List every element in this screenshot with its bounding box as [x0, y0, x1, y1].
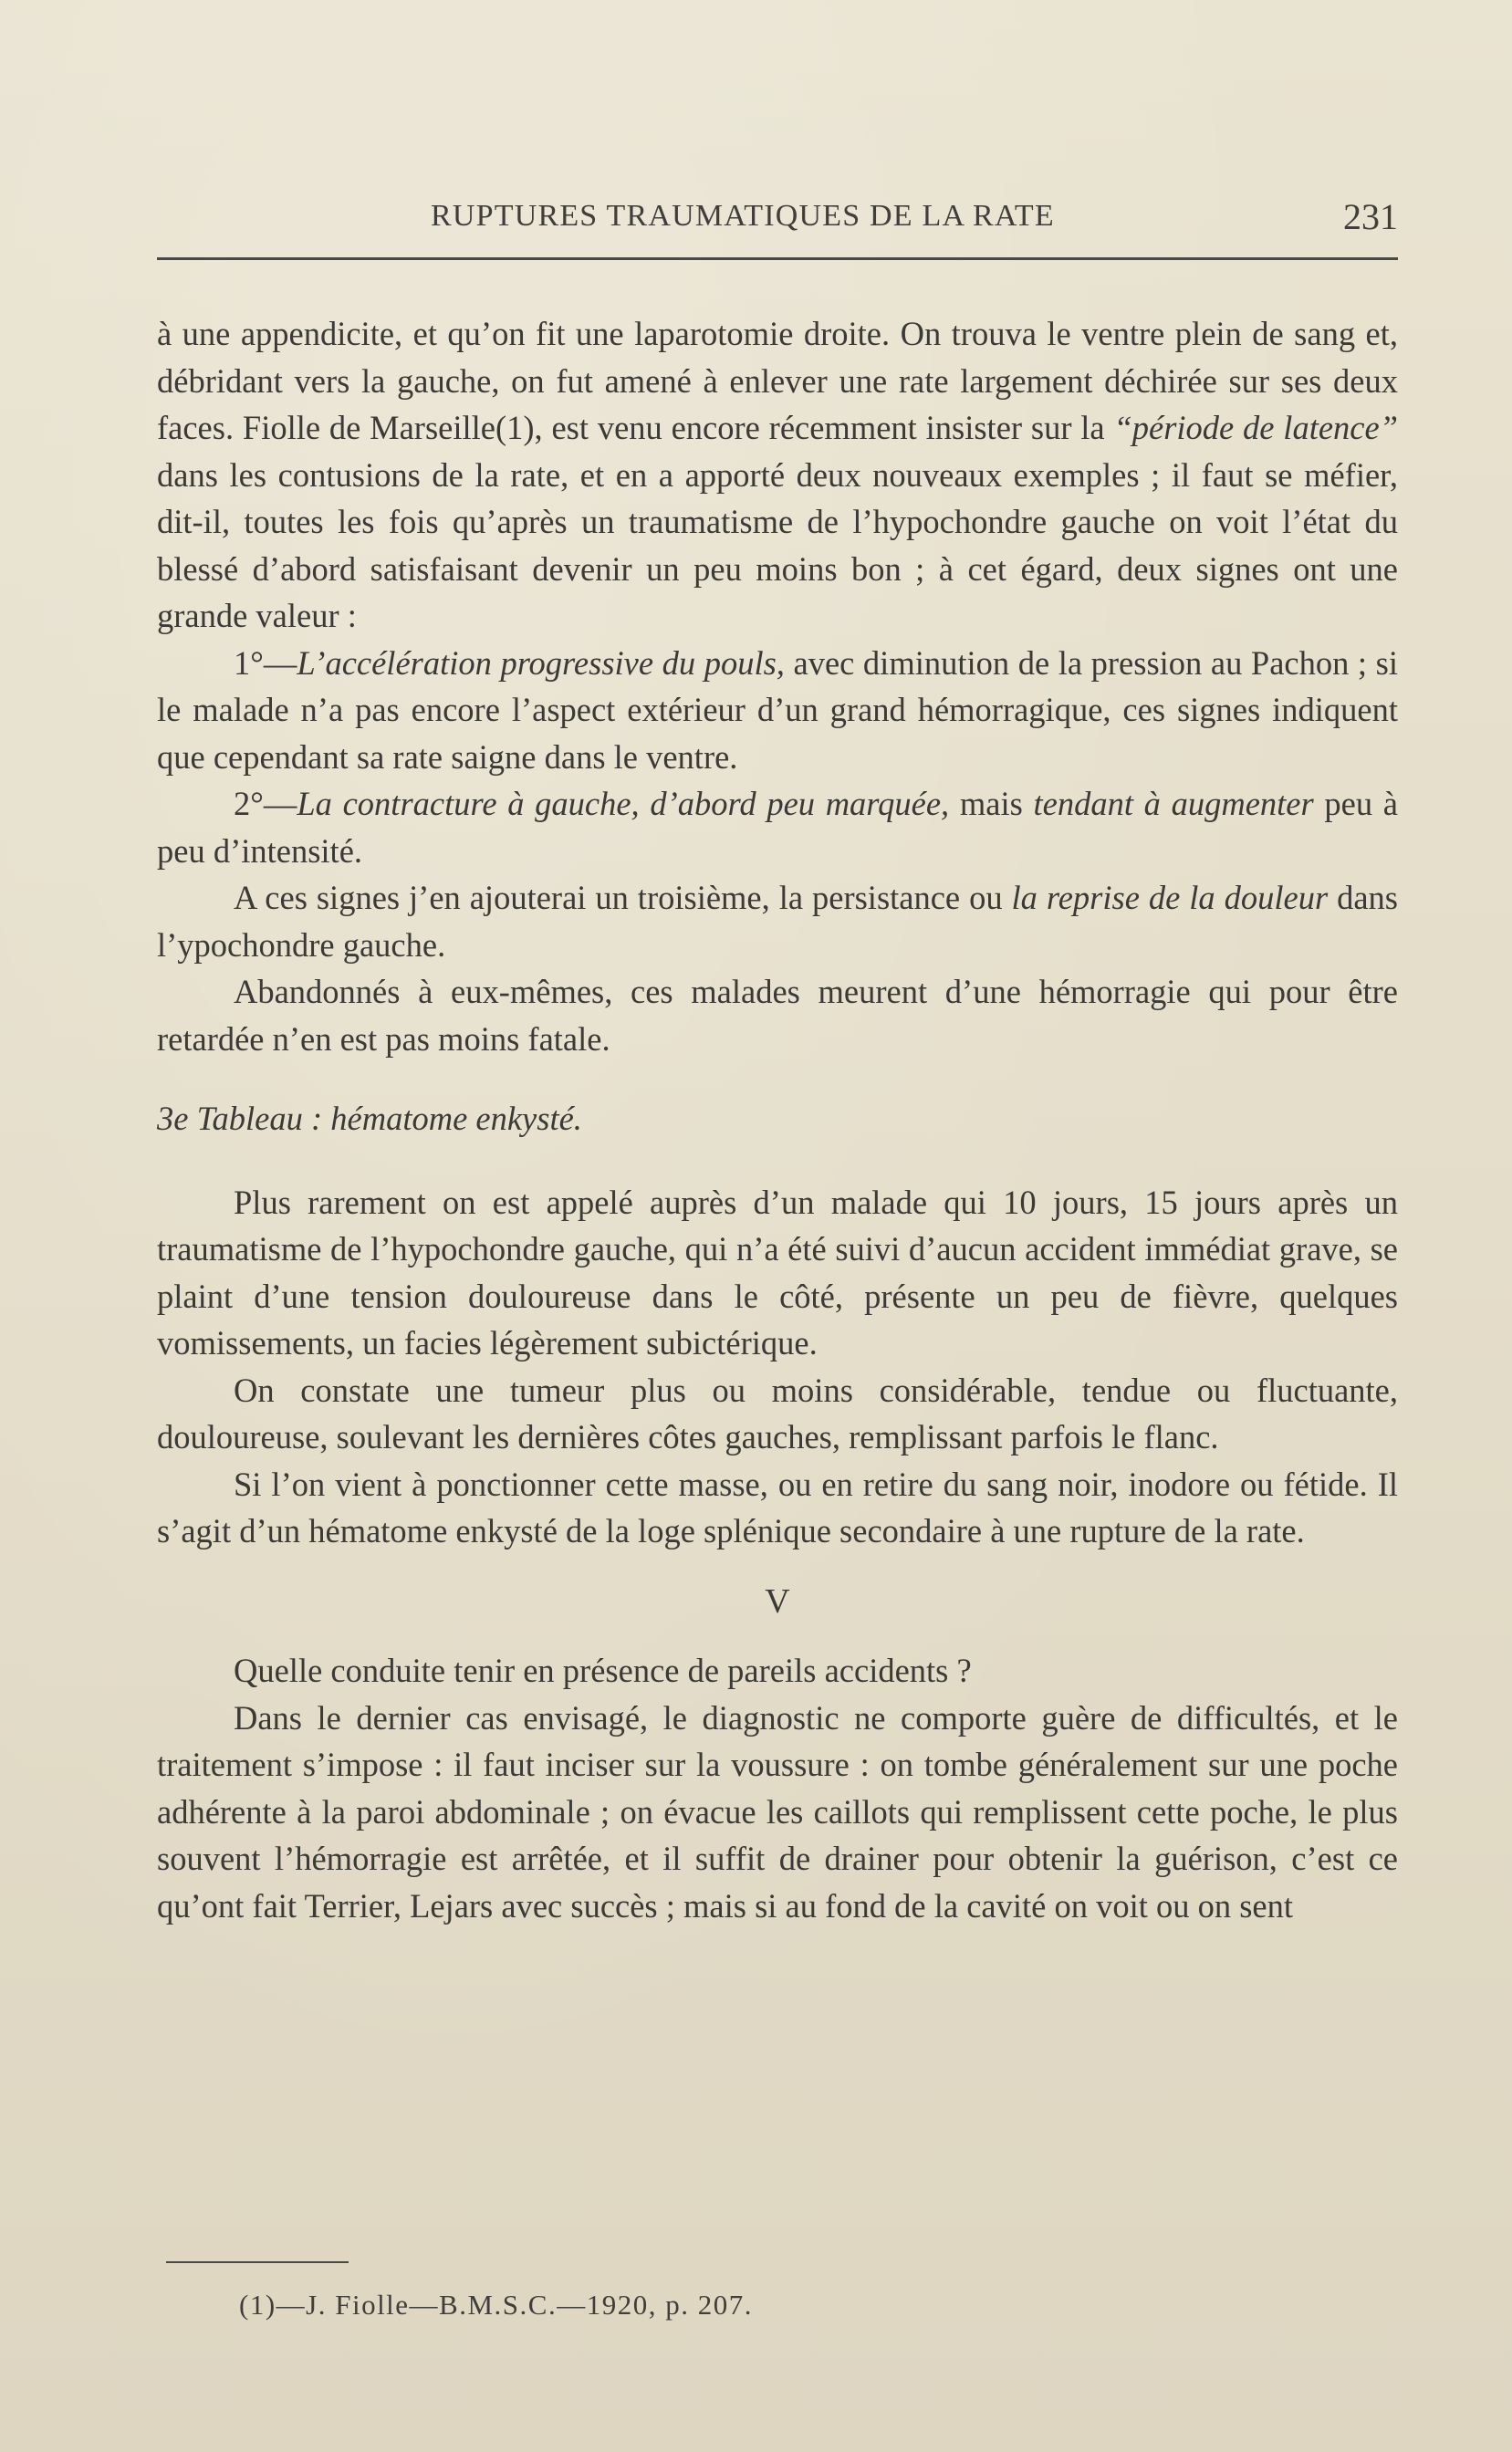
- paragraph-1-text-a: à une appendicite, et qu’on fit une laparotomie droite. On trouva le ventre plein de sang et, débridant vers la gauche, on fut amené à enlever une rate largement déchirée sur ses deux faces. Fiolle de Marseille(1), est venu encore récemment insister sur la: [157, 315, 1398, 446]
- paragraph-1-italic: “période de latence”: [1113, 409, 1398, 446]
- body-text: [157, 310, 1398, 1929]
- paragraph-3: [157, 780, 1398, 874]
- footnote: (1)—J. Fiolle—B.M.S.C.—1920, p. 207.: [239, 2289, 753, 2321]
- paragraph-4-italic: la reprise de la douleur: [1011, 879, 1329, 916]
- paragraph-2-italic: L’accélération progressive du pouls,: [297, 643, 785, 682]
- paragraph-1: [157, 310, 1398, 640]
- paragraph-3-italic-2: tendant à augmenter: [1033, 785, 1314, 822]
- paragraph-3-italic-1: La contracture à gauche, d’abord peu marquée,: [297, 785, 950, 822]
- paragraph-2-text: avec diminution de la pression au Pachon ; si le malade n’a pas encore l’aspect extérieur d’un grand hémorragique, ces signes indiquent que cependant sa rate saigne dans le ventre.: [157, 643, 1398, 776]
- paragraph-1-text-b: dans les contusions de la rate, et en a apporté deux nouveaux exemples ; il faut se méfier, dit-il, toutes les fois qu’après un traumatisme de l’hypochondre gauche on voit l’état du blessé d’abord satisfaisant devenir un peu moins bon ; à cet égard, deux signes ont une grande valeur :: [157, 455, 1398, 634]
- paragraph-9: Quelle conduite tenir en présence de pareils accidents ?: [234, 1652, 972, 1689]
- footnote-rule: [166, 2261, 349, 2263]
- paragraph-3-number: 2°—: [234, 785, 297, 822]
- header-rule: [157, 257, 1398, 260]
- paragraph-3-mid: mais: [949, 785, 1034, 822]
- paragraph-4: [157, 874, 1398, 968]
- paragraph-2-number: 1°—: [234, 643, 297, 682]
- paragraph-3-text: peu à peu d’intensité.: [157, 785, 1398, 870]
- page-number: 231: [1343, 196, 1398, 237]
- paragraph-4-text-b: dans l’ypochondre gauche.: [157, 879, 1399, 964]
- section-roman-numeral: V: [765, 1581, 790, 1621]
- paragraph-10: Dans le dernier cas envisagé, le diagnostic ne comporte guère de difficultés, et le traitement s’impose : il faut inciser sur la voussure : on tombe généralement sur une poche adhérente à la paroi abdominale ; on évacue les caillots qui remplissent cette poche, le plus souvent l’hémorragie est arrêtée, et il suffit de drainer pour obtenir la guérison, c’est ce qu’ont fait Terrier, Lejars avec succès ; mais si au fond de la cavité on voit ou on sent: [157, 1698, 1398, 1925]
- page-header: [157, 192, 1398, 246]
- running-title: RUPTURES TRAUMATIQUES DE LA RATE: [431, 199, 1055, 233]
- paragraph-7: On constate une tumeur plus ou moins considérable, tendue ou fluctuante, douloureuse, soulevant les dernières côtes gauches, remplissant parfois le flanc.: [157, 1371, 1398, 1456]
- paragraph-6: Plus rarement on est appelé auprès d’un malade qui 10 jours, 15 jours après un traumatisme de l’hypochondre gauche, qui n’a été suivi d’aucun accident immédiat grave, se plaint d’une tension douloureuse dans le côté, présente un peu de fièvre, quelques vomissements, un facies légèrement subictérique.: [157, 1183, 1398, 1362]
- paragraph-8: Si l’on vient à ponctionner cette masse, ou en retire du sang noir, inodore ou fétide. Il s’agit d’un hématome enkysté de la loge splénique secondaire à une rupture de la rate.: [157, 1465, 1398, 1549]
- paragraph-5: Abandonnés à eux-mêmes, ces malades meurent d’une hémorragie qui pour être retardée n’en est pas moins fatale.: [157, 973, 1398, 1058]
- paragraph-2: [157, 640, 1398, 781]
- paragraph-4-text-a: A ces signes j’en ajouterai un troisième, la persistance ou: [234, 879, 1012, 916]
- section-heading: 3e Tableau : hématome enkysté.: [157, 1100, 582, 1137]
